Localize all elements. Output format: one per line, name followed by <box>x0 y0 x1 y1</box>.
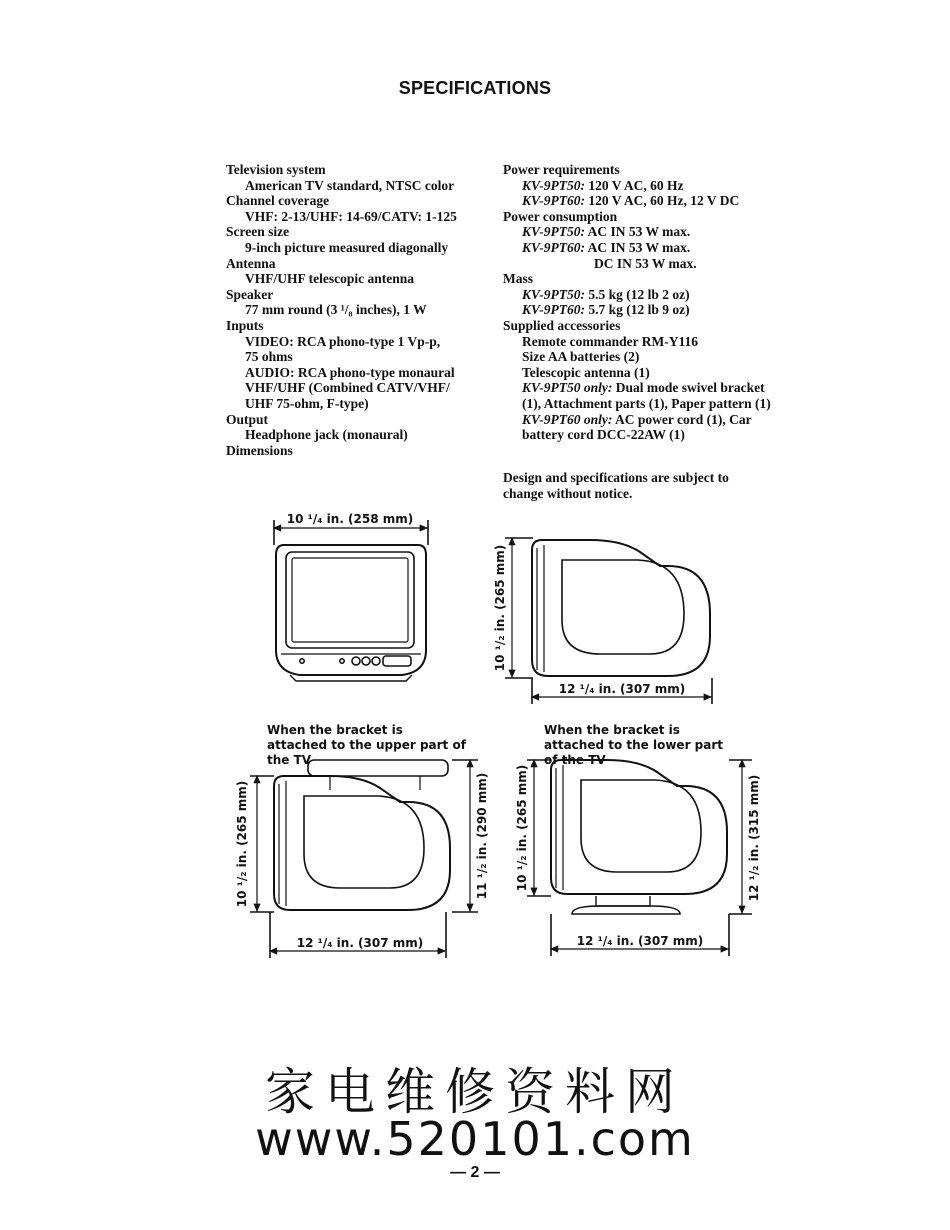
spec-value-antenna: VHF/UHF telescopic antenna <box>245 271 414 287</box>
lower-depth-label: 12 ¹/₄ in. (307 mm) <box>576 934 704 948</box>
lower-bracket-caption: When the bracket is attached to the lower part of the TV <box>544 723 724 767</box>
spec-label-speaker: Speaker <box>226 286 274 302</box>
side-height-label: 10 ¹/₂ in. (265 mm) <box>493 544 507 672</box>
spec-value-output: Headphone jack (monaural) <box>245 427 408 443</box>
upper-height-outer-label: 11 ¹/₂ in. (290 mm) <box>475 772 489 900</box>
front-width-label: 10 ¹/₄ in. (258 mm) <box>286 512 414 526</box>
lower-height-inner-label: 10 ¹/₂ in. (265 mm) <box>515 764 529 892</box>
model-name: KV-9PT50 only: <box>522 380 613 396</box>
spec-value: Dual mode swivel bracket (1), Attachment parts (1), Paper pattern (1) <box>522 380 771 411</box>
side-depth-label: 12 ¹/₄ in. (307 mm) <box>558 682 686 696</box>
upper-depth-label: 12 ¹/₄ in. (307 mm) <box>296 936 424 950</box>
spec-value: 5.5 kg (12 lb 2 oz) <box>585 286 690 302</box>
spec-value: AC power cord (1), Car battery cord DCC-22AW (1) <box>522 411 752 443</box>
model-name: KV-9PT60: <box>522 193 585 209</box>
spec-value-inputs-vhf-2: UHF 75-ohm, F-type) <box>245 395 369 411</box>
spec-label-inputs: Inputs <box>226 317 264 333</box>
spec-value: AC IN 53 W max. <box>585 224 691 240</box>
model-name: KV-9PT50: <box>522 224 585 240</box>
upper-bracket-drawing <box>250 760 478 958</box>
page-number: — 2 — <box>450 1164 500 1181</box>
upper-bracket-caption: When the bracket is attached to the upper part of the TV <box>267 723 466 767</box>
lower-bracket-drawing <box>527 760 752 956</box>
spec-label-power-requirements: Power requirements <box>503 162 620 177</box>
spec-value-accessory-2: Size AA batteries (2) <box>522 349 640 365</box>
spec-value-inputs-video-2: 75 ohms <box>245 349 293 365</box>
spec-value: AC IN 53 W max. <box>585 239 691 255</box>
lower-height-outer-label: 12 ¹/₂ in. (315 mm) <box>747 774 761 902</box>
spec-value-speaker: 77 mm round (3 ¹/₈ inches), 1 W <box>245 302 427 318</box>
spec-value-channel: VHF: 2-13/UHF: 14-69/CATV: 1-125 <box>245 208 457 224</box>
spec-value-inputs-vhf-1: VHF/UHF (Combined CATV/VHF/ <box>245 380 450 396</box>
spec-value-accessory-3: Telescopic antenna (1) <box>522 364 650 380</box>
spec-label-accessories: Supplied accessories <box>503 317 621 333</box>
spec-value: 120 V AC, 60 Hz <box>585 177 684 193</box>
spec-label-tv-system: Television system <box>226 162 326 177</box>
front-view-drawing <box>274 520 428 681</box>
watermark-chinese: 家电维修资料网 <box>265 1063 685 1121</box>
page-title: SPECIFICATIONS <box>398 78 552 98</box>
spec-value: 5.7 kg (12 lb 9 oz) <box>585 302 690 318</box>
spec-label-screen: Screen size <box>226 224 290 240</box>
spec-value-accessory-1: Remote commander RM-Y116 <box>522 333 698 349</box>
watermark-url: www.520101.com <box>255 1112 695 1166</box>
model-name: KV-9PT60: <box>522 302 585 318</box>
spec-label-channel: Channel coverage <box>226 193 330 209</box>
upper-height-inner-label: 10 ¹/₂ in. (265 mm) <box>235 780 249 908</box>
spec-label-antenna: Antenna <box>226 255 276 271</box>
spec-value: 120 V AC, 60 Hz, 12 V DC <box>585 193 740 209</box>
spec-label-dimensions: Dimensions <box>226 442 293 458</box>
spec-value-screen: 9-inch picture measured diagonally <box>245 239 449 255</box>
change-notice: Design and specifications are subject to change without notice. <box>503 470 729 501</box>
spec-value-inputs-video-1: VIDEO: RCA phono-type 1 Vp-p, <box>245 333 441 349</box>
model-name: KV-9PT50: <box>522 177 585 193</box>
spec-label-output: Output <box>226 411 269 427</box>
model-name: KV-9PT60: <box>522 239 585 255</box>
spec-row-power-cons-3: DC IN 53 W max. <box>594 255 697 271</box>
side-view-drawing <box>505 538 712 704</box>
model-name: KV-9PT60 only: <box>522 411 613 427</box>
spec-label-mass: Mass <box>503 271 533 287</box>
spec-value-inputs-audio: AUDIO: RCA phono-type monaural <box>245 364 455 380</box>
spec-label-power-consumption: Power consumption <box>503 208 618 224</box>
model-name: KV-9PT50: <box>522 286 585 302</box>
spec-value-tv-system: American TV standard, NTSC color <box>245 177 455 193</box>
